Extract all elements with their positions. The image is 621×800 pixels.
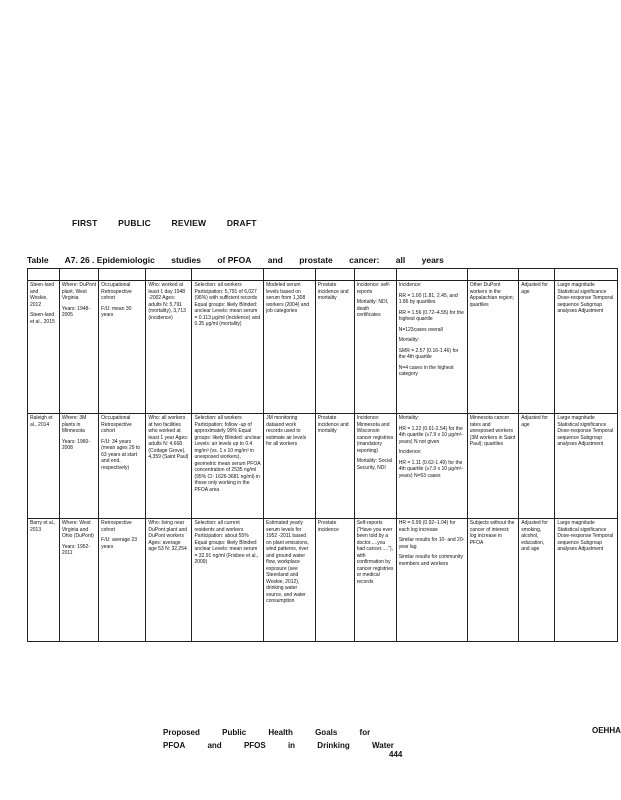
cell-paragraph: Mortality: (398, 415, 419, 421)
table-cell (28, 519, 60, 642)
cell-paragraph: Other DuPont workers in the Appalachian region; quartiles (469, 282, 514, 308)
cell-paragraph: Years: 1960-2008 (61, 438, 90, 451)
cell-paragraph: Where: West Virginia and Ohio (DuPont) (61, 520, 94, 539)
cell-paragraph: Barry et al., 2013 (30, 520, 56, 533)
cell-paragraph: Retrospective cohort (101, 520, 132, 533)
table-cell (315, 281, 354, 414)
footer-line-2 (163, 739, 414, 752)
cell-paragraph: Incidence: Minnesota and Wisconsin cancer registries (mandatory reporting) (356, 415, 394, 454)
header-cell (315, 269, 354, 281)
footer-word: Proposed (163, 728, 200, 737)
cell-paragraph: Occupational Retrospective cohort (101, 282, 132, 301)
footer-word: for (359, 728, 371, 737)
cell-paragraph: Selection: all workers Participation: 5,791 of 6,027 (96%) with sufficient records Equal groups: likely Blinded: unclear Levels: mean serum = 0.113 μg/ml (incidence) and 0.35 μg/ml (mortality) (194, 282, 261, 327)
cell-paragraph: Selection: all current residents and workers Participation: about 55% Equal groups: likely Blinded: unclear Levels: mean serum = 32.91 ng/ml (Frisbee et al., 2009) (194, 520, 259, 565)
header-cell (146, 269, 192, 281)
table-cell (555, 519, 618, 642)
footer-word: PFOS (243, 741, 266, 750)
title-word: all (395, 255, 406, 265)
header-cell (99, 269, 146, 281)
table-cell (28, 281, 60, 414)
draft-word: PUBLIC (118, 218, 151, 228)
cell-paragraph: Where: 3M plants in Minnesota (61, 415, 87, 434)
title-word: Table (27, 255, 49, 265)
header-cell (192, 269, 264, 281)
table-cell (99, 519, 146, 642)
table-cell (59, 414, 98, 519)
cell-paragraph: N=123cases overall (398, 326, 443, 333)
cell-paragraph: F/U: mean 30 years (101, 305, 132, 318)
table-cell (396, 519, 467, 642)
table-cell (192, 414, 264, 519)
cell-paragraph: Modeled serum levels based on serum from 1,308 workers (2004) and job categories (266, 282, 310, 314)
cell-paragraph: Steen-land et al., 2015 (30, 312, 55, 325)
table-cell (519, 281, 555, 414)
cell-paragraph: RR = 1.00 (1.81, 2.45, and 1.86 by quartiles (398, 292, 458, 305)
header-cell (28, 269, 60, 281)
cell-paragraph: SMR = 2.57 (0.16-1.46) for the 4th quartile (398, 347, 459, 360)
cell-paragraph: Mortality: Social Security, NDI (356, 458, 392, 471)
title-word: studies (171, 255, 201, 265)
table-cell (555, 414, 618, 519)
cell-paragraph: N=4 cases in the highest category (398, 364, 454, 377)
cell-paragraph: Large magnitude Statistical significance Dose-response Temporal sequence Subgroup analyses Adjustment (557, 282, 614, 314)
header-cell (354, 269, 396, 281)
cell-paragraph: HR = 0.99 (0.92–1.04) for each log increase (398, 520, 456, 533)
cell-paragraph: Prostate incidence and mortality (317, 415, 349, 434)
studies-table (27, 268, 618, 642)
cell-paragraph: Similar results for community members and workers (398, 554, 463, 567)
table-cell (59, 519, 98, 642)
header-cell (467, 269, 519, 281)
cell-paragraph: Who: worked at least 1 day 1948 -2002 Ages: adults N: 5,791 (mortality), 3,713 (incidence) (148, 282, 186, 321)
header-cell (555, 269, 618, 281)
table-cell (396, 281, 467, 414)
cell-paragraph: JM monitoring dataand work records used to estimate air levels for all workers (266, 415, 307, 447)
cell-paragraph: Adjusted for smoking, alcohol, education, and age (521, 520, 548, 552)
table-cell (146, 414, 192, 519)
cell-paragraph: Years: 1952-2011 (61, 543, 90, 556)
cell-paragraph: Adjusted for age (521, 282, 548, 295)
cell-paragraph: RR = 1.56 (0.72–4.55) for the highest quartile (398, 309, 464, 322)
table-cell (264, 519, 316, 642)
cell-paragraph: Incidence: (398, 282, 422, 288)
cell-paragraph: Subjects without the cancer of interest; log increase in PFOA (469, 520, 515, 546)
table-cell (354, 519, 396, 642)
footer-word: and (207, 741, 222, 750)
table-cell (146, 519, 192, 642)
footer-word: Health (268, 728, 293, 737)
table-cell (264, 414, 316, 519)
cell-paragraph: Similar results for 10- and 20-year lag (398, 537, 465, 550)
title-word: of PFOA (217, 255, 252, 265)
table-cell (146, 281, 192, 414)
table-cell (315, 414, 354, 519)
cell-paragraph: Prostate incidence and mortality (317, 282, 349, 301)
cell-paragraph: Self-reports ("Have you ever been told by a doctor.....you had cancer....."), with confirmation by cancer registries or medical records (356, 520, 394, 585)
table-cell (99, 281, 146, 414)
cell-paragraph: Estimated yearly serum levels for 1952 -2011 based on plant emissions, wind patterns, river and ground water flow, workplace exposure (see Steenland and Woskie, 2012), drinking water source, and water consumption (266, 520, 309, 604)
cell-paragraph: Years: 1948-2005 (61, 305, 90, 318)
cell-paragraph: Occupational Retrospective cohort (101, 415, 132, 434)
footer-word: Water (371, 741, 394, 750)
cell-paragraph: Large magnitude Statistical significance Dose-response Temporal sequence Subgroup analyses Adjustment (557, 415, 614, 447)
cell-paragraph: Who: all workers at two facilities who worked at least 1 year Ages: adults N: 4,668 (Cottage Grove), 4,359 (Saint Paul) (148, 415, 189, 460)
title-word: and (267, 255, 283, 265)
table-cell (354, 414, 396, 519)
title-word: cancer: (349, 255, 380, 265)
table-cell (192, 281, 264, 414)
table-cell (396, 414, 467, 519)
table-cell (467, 414, 519, 519)
cell-paragraph: Prostate incidence (317, 520, 339, 533)
cell-paragraph: Incidence: (398, 449, 422, 455)
cell-paragraph: Minnesota cancer rates and unexposed workers (3M workers in Saint Paul); quartiles (469, 415, 516, 447)
footer-agency: OEHHA (592, 726, 621, 735)
table-row (28, 281, 618, 414)
footer-title (163, 726, 414, 752)
cell-paragraph: F/U: 34 years (mean ages 29 to 63 years at start and end, respectively) (101, 438, 141, 471)
table-cell (555, 281, 618, 414)
table-cell (59, 281, 98, 414)
cell-paragraph: Raleigh et al., 2014 (30, 415, 53, 428)
table-cell (467, 281, 519, 414)
draft-word: REVIEW (171, 218, 207, 228)
footer-word: Drinking (317, 741, 350, 750)
title-word: A7. 26 . Epidemiologic (64, 255, 155, 265)
header-cell (264, 269, 316, 281)
table-cell (264, 281, 316, 414)
draft-word: DRAFT (226, 218, 257, 228)
cell-paragraph: Mortality: (398, 337, 419, 343)
table-cell (315, 519, 354, 642)
page-number: 444 (389, 750, 403, 759)
table-cell (192, 519, 264, 642)
footer-word: in (287, 741, 296, 750)
footer-line-1 (163, 726, 414, 739)
footer-word: PFOA (163, 741, 186, 750)
table-cell (99, 414, 146, 519)
title-word: years (421, 255, 444, 265)
table-cell (28, 414, 60, 519)
footer-word: Goals (315, 728, 338, 737)
cell-paragraph: Steen-land and Woskie, 2012 (30, 282, 55, 308)
table-cell (519, 414, 555, 519)
header-cell (519, 269, 555, 281)
footer-word: Public (222, 728, 247, 737)
cell-paragraph: Selection: all workers Participation: follow -up of approximately 99% Equal groups: likely Blinded: unclear Levels: air levels up to 0.4 mg/m³ (vs. 1 x 10 mg/m³ in unexposed workers), geometric mean serum PFOA concentration of 2535 ng/ml (95% CI: 1626-3681 ng/ml) in those only working in the PFOA area (194, 415, 261, 493)
table-container (27, 268, 618, 618)
cell-paragraph: Who: living near DuPont plant and DuPont workers Ages: average age 53 N: 32,254 (148, 520, 188, 552)
draft-word: FIRST (72, 218, 98, 228)
header-cell (396, 269, 467, 281)
draft-header (72, 218, 275, 228)
table-cell (519, 519, 555, 642)
cell-paragraph: Where: DuPont plant, West Virginia (61, 282, 97, 301)
table-row (28, 414, 618, 519)
title-word: prostate (299, 255, 333, 265)
table-cell (467, 519, 519, 642)
cell-paragraph: HR = 1.22 (0.61-2.54) for the 4th quartile (≥7.9 x 10 μg/m³-years) N not given (398, 425, 463, 445)
table-cell (354, 281, 396, 414)
cell-paragraph: HR = 1.11 (0.62-1.49) for the 4th quartile (≥7.9 x 10 μg/m³-years) N=53 cases (398, 459, 463, 479)
cell-paragraph: F/U: average 23 years (101, 537, 138, 550)
table-row (28, 519, 618, 642)
cell-paragraph: Incidence: self-reports (356, 282, 391, 295)
cell-paragraph: Adjusted for age (521, 415, 548, 428)
cell-paragraph: Large magnitude Statistical significance Dose-response Temporal sequence Subgroup analyses Adjustment (557, 520, 614, 552)
table-header-row (28, 269, 618, 281)
header-cell (59, 269, 98, 281)
cell-paragraph: Mortality: NDI, death certificates (356, 299, 389, 318)
table-title (27, 255, 458, 265)
